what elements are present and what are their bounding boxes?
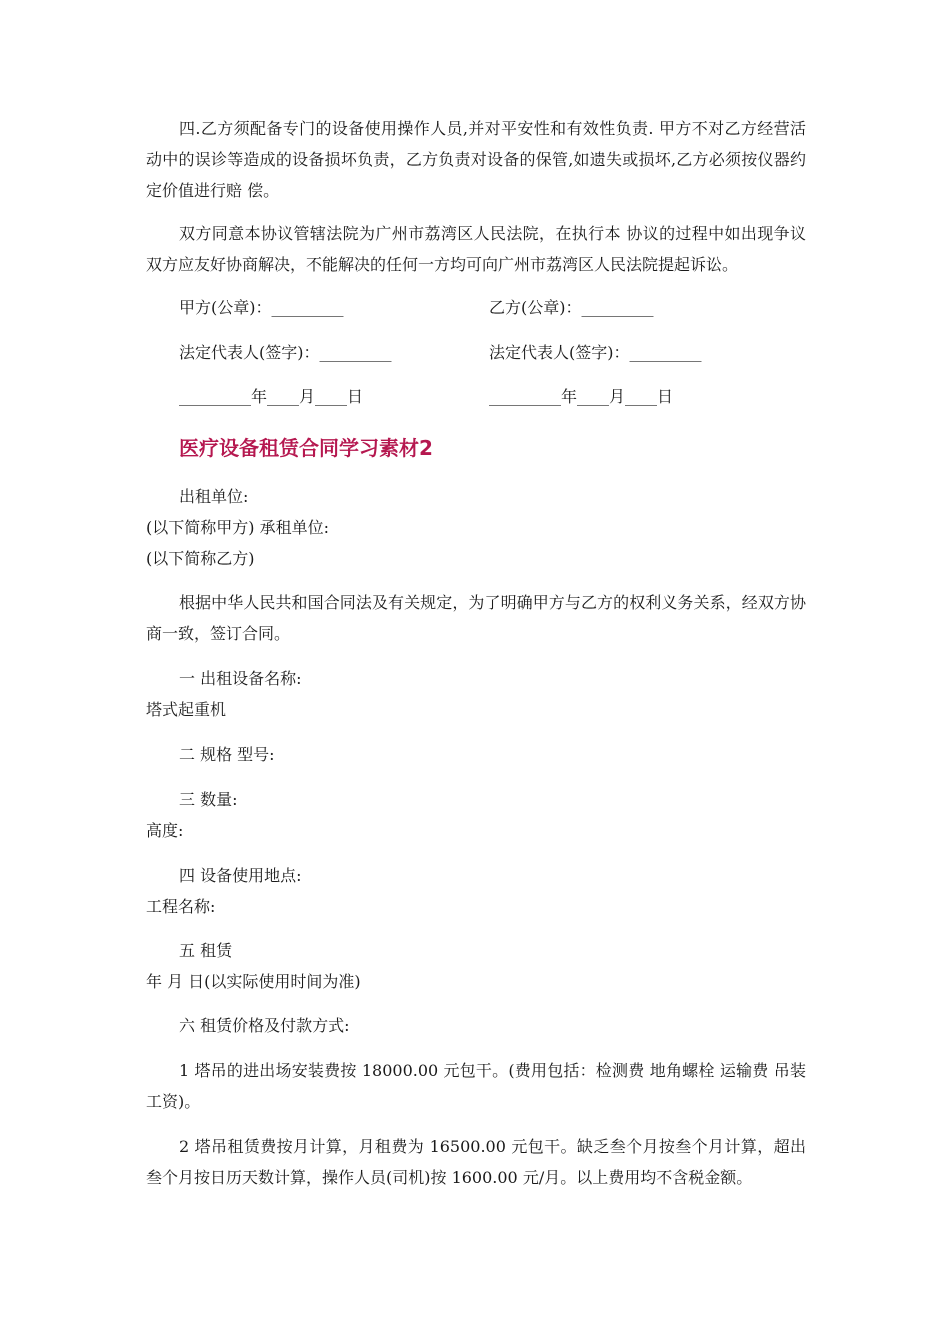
item-four-project: 工程名称: [146, 897, 216, 916]
party-b-date: _________年____月____日 [489, 387, 674, 406]
section-title: 医疗设备租赁合同学习素材2 [179, 436, 433, 460]
item-five-value: 年 月 日(以实际使用时间为准) [146, 972, 361, 991]
jurisdiction-clause: 双方同意本协议管辖法院为广州市荔湾区人民法院，在执行本 协议的过程中如出现争议双方应友好协商解决，不能解决的任何一方均可向广州市荔湾区人民法院提起诉讼。 [146, 224, 806, 274]
lessee-abbreviation: (以下简称乙方) [146, 549, 255, 568]
party-b-seal: 乙方(公章)：_________ [489, 298, 654, 317]
party-a-seal: 甲方(公章)：_________ [179, 298, 344, 317]
item-three-height: 高度: [146, 821, 184, 840]
lessor-label: 出租单位: [179, 487, 249, 506]
party-b-representative: 法定代表人(签字)：_________ [489, 343, 702, 362]
item-six-clause-one: 1 塔吊的进出场安装费按 18000.00 元包干。(费用包括：检测费 地角螺栓 运输费 吊装 工资)。 [146, 1061, 806, 1111]
party-a-date: _________年____月____日 [179, 387, 364, 406]
item-one-value: 塔式起重机 [146, 700, 227, 719]
item-two-label: 二 规格 型号: [179, 745, 275, 764]
item-three-label: 三 数量: [179, 790, 238, 809]
lessor-abbreviation: (以下简称甲方) 承租单位: [146, 518, 329, 537]
item-six-clause-two: 2 塔吊租赁费按月计算，月租费为 16500.00 元包干。缺乏叁个月按叁个月计算，超出叁个月按日历天数计算，操作人员(司机)按 1600.00 元/月。以上费用均不含税金额。 [146, 1137, 806, 1187]
item-five-label: 五 租赁 [179, 941, 233, 960]
item-one-label: 一 出租设备名称: [179, 669, 302, 688]
clause-four: 四.乙方须配备专门的设备使用操作人员,并对平安性和有效性负责. 甲方不对乙方经营活动中的误诊等造成的设备损坏负责，乙方负责对设备的保管,如遗失或损坏,乙方必须按仪器约定价值进行赔 偿。 [146, 119, 806, 200]
preamble: 根据中华人民共和国合同法及有关规定，为了明确甲方与乙方的权利义务关系，经双方协商一致，签订合同。 [146, 593, 806, 643]
party-a-representative: 法定代表人(签字)：_________ [179, 343, 392, 362]
item-four-label: 四 设备使用地点: [179, 866, 302, 885]
item-six-label: 六 租赁价格及付款方式: [179, 1016, 350, 1035]
